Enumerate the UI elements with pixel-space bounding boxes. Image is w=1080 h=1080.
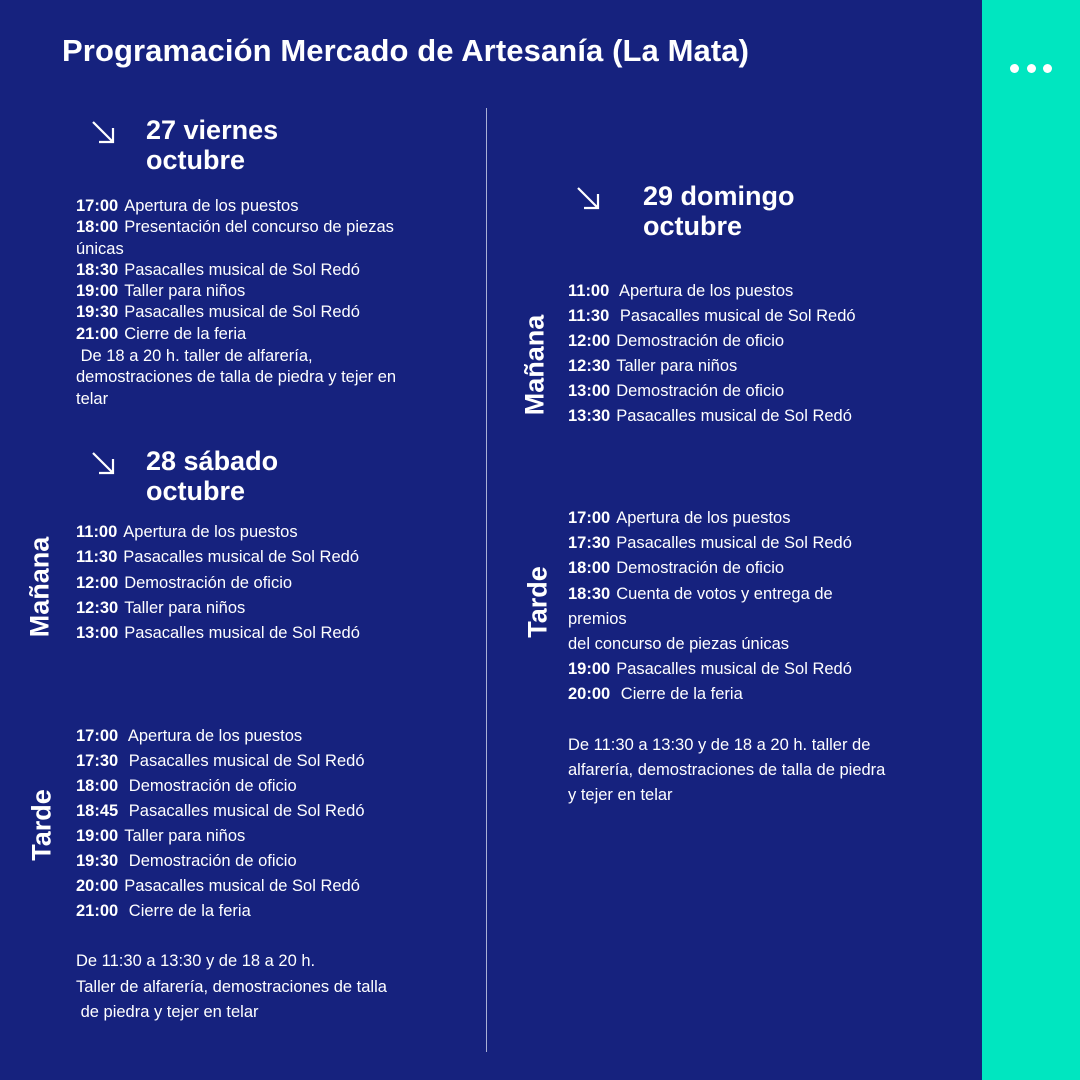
column-divider [486, 108, 487, 1052]
schedule-activity: Cierre de la feria [124, 324, 247, 343]
schedule-row [76, 724, 365, 749]
schedule-row [76, 520, 360, 545]
schedule-row [568, 329, 856, 354]
schedule-time: 17:30 [76, 752, 119, 770]
schedule-time: 13:00 [76, 624, 119, 643]
schedule-activity: Presentación del concurso de piezas [124, 218, 394, 237]
schedule-activity: Pasacalles musical de Sol Redó [124, 877, 360, 895]
schedule-row [568, 531, 852, 556]
schedule-activity: Taller para niños [616, 357, 738, 375]
schedule-time: 12:30 [76, 598, 119, 617]
schedule-time: 18:30 [76, 260, 119, 279]
schedule-time: 20:00 [568, 685, 611, 704]
schedule-activity: Demostración de oficio [616, 382, 785, 400]
schedule-time: 18:30 [568, 584, 611, 603]
day-28-morning-schedule [76, 520, 360, 646]
schedule-activity: Apertura de los puestos [615, 282, 794, 300]
schedule-activity: del concurso de piezas únicas [568, 635, 790, 654]
schedule-row [568, 279, 856, 304]
schedule-row [568, 506, 852, 531]
schedule-activity: Pasacalles musical de Sol Redó [616, 660, 852, 679]
note-line: De 11:30 a 13:30 y de 18 a 20 h. [76, 952, 316, 970]
schedule-row [76, 260, 394, 281]
schedule-time: 18:45 [76, 802, 119, 820]
note-line: Taller de alfarería, demostraciones de talla [76, 977, 387, 996]
schedule-row [568, 304, 856, 329]
schedule-row [568, 379, 856, 404]
day-27-heading [90, 115, 278, 175]
arrow-down-right-icon [90, 119, 116, 145]
schedule-row [76, 324, 394, 345]
schedule-time: 19:00 [76, 282, 119, 301]
schedule-row [568, 354, 856, 379]
schedule-activity: Pasacalles musical de Sol Redó [124, 303, 360, 322]
day-28-afternoon-label: Tarde [26, 789, 57, 861]
schedule-row [76, 621, 360, 646]
schedule-activity: Apertura de los puestos [124, 197, 299, 215]
schedule-activity: Pasacalles musical de Sol Redó [615, 307, 856, 325]
schedule-activity: Cierre de la feria [616, 685, 743, 704]
schedule-time: 17:00 [568, 509, 611, 527]
day-27-note [76, 346, 396, 410]
schedule-activity: Apertura de los puestos [123, 523, 298, 541]
schedule-activity: Pasacalles musical de Sol Redó [616, 534, 852, 553]
schedule-activity: Demostración de oficio [124, 777, 297, 795]
day-28-month: octubre [146, 476, 246, 506]
schedule-activity: premios [568, 609, 627, 628]
schedule-time: 17:00 [76, 727, 119, 745]
schedule-row [568, 682, 852, 707]
schedule-activity: Apertura de los puestos [616, 509, 791, 527]
arrow-down-right-icon [90, 450, 116, 476]
schedule-time: 13:00 [568, 382, 611, 400]
schedule-activity: Taller para niños [124, 282, 246, 301]
schedule-row [76, 899, 365, 924]
schedule-row [76, 596, 360, 621]
schedule-row [568, 607, 852, 632]
day-28-heading [90, 446, 278, 506]
day-29-afternoon-schedule [568, 506, 852, 708]
page-title: Programación Mercado de Artesanía (La Mata) [62, 33, 750, 68]
schedule-row [76, 849, 365, 874]
schedule-time: 21:00 [76, 902, 119, 920]
day-29-afternoon-label: Tarde [522, 566, 553, 638]
note-line: De 11:30 a 13:30 y de 18 a 20 h. taller de [568, 736, 871, 754]
schedule-activity: Demostración de oficio [124, 573, 293, 592]
schedule-time: 11:00 [568, 282, 610, 300]
schedule-time: 18:00 [76, 218, 119, 237]
day-29-note [568, 733, 885, 809]
schedule-row [76, 239, 394, 260]
schedule-activity: Cuenta de votos y entrega de [616, 584, 833, 603]
schedule-time: 20:00 [76, 877, 119, 895]
schedule-time: 19:00 [76, 827, 119, 845]
note-line: y tejer en telar [568, 786, 673, 805]
schedule-row [76, 824, 365, 849]
schedule-activity: Pasacalles musical de Sol Redó [124, 752, 365, 770]
schedule-activity: Pasacalles musical de Sol Redó [123, 548, 360, 567]
schedule-row [76, 571, 360, 596]
schedule-time: 18:00 [568, 559, 611, 578]
day-27-month: octubre [146, 145, 246, 175]
note-line: De 18 a 20 h. taller de alfarería, [76, 347, 313, 365]
schedule-time: 11:30 [76, 548, 118, 567]
day-29-heading [575, 181, 795, 241]
day-29-title: 29 domingo [643, 181, 795, 211]
schedule-time: 17:00 [76, 197, 119, 215]
day-27-schedule [76, 196, 394, 345]
day-29-morning-label: Mañana [519, 314, 550, 416]
schedule-row [76, 302, 394, 323]
schedule-activity: únicas [76, 239, 124, 258]
schedule-row [76, 281, 394, 302]
schedule-row [568, 632, 852, 657]
schedule-time: 11:30 [568, 307, 610, 325]
schedule-time: 13:30 [568, 407, 611, 425]
schedule-row [76, 217, 394, 238]
schedule-activity: Demostración de oficio [616, 332, 785, 350]
schedule-activity: Pasacalles musical de Sol Redó [124, 802, 365, 820]
schedule-activity: Cierre de la feria [124, 902, 251, 920]
day-27-title: 27 viernes [146, 115, 279, 145]
schedule-row [76, 545, 360, 570]
schedule-row [568, 404, 856, 429]
note-line: telar [76, 389, 109, 408]
day-29-month: octubre [643, 211, 743, 241]
schedule-time: 21:00 [76, 324, 119, 343]
note-line: demostraciones de talla de piedra y tejer en [76, 368, 397, 387]
schedule-time: 18:00 [76, 777, 119, 795]
schedule-time: 19:30 [76, 303, 119, 322]
schedule-time: 12:00 [76, 573, 119, 592]
schedule-time: 12:30 [568, 357, 611, 375]
schedule-activity: Pasacalles musical de Sol Redó [124, 624, 360, 643]
schedule-time: 17:30 [568, 534, 611, 553]
schedule-time: 12:00 [568, 332, 611, 350]
note-line: alfarería, demostraciones de talla de piedra [568, 761, 886, 780]
schedule-row [568, 582, 852, 607]
schedule-time: 19:00 [568, 660, 611, 679]
schedule-row [76, 774, 365, 799]
schedule-activity: Taller para niños [124, 598, 246, 617]
schedule-activity: Pasacalles musical de Sol Redó [616, 407, 852, 425]
day-29-morning-schedule [568, 279, 856, 429]
schedule-activity: Taller para niños [124, 827, 246, 845]
schedule-activity: Apertura de los puestos [124, 727, 303, 745]
day-28-note [76, 949, 387, 1026]
schedule-activity: Demostración de oficio [124, 852, 297, 870]
schedule-row [76, 749, 365, 774]
schedule-row [76, 196, 394, 217]
day-28-afternoon-schedule [76, 724, 365, 924]
accent-sidebar [982, 0, 1080, 1080]
schedule-row [568, 657, 852, 682]
note-line: de piedra y tejer en telar [76, 1003, 259, 1021]
arrow-down-right-icon [575, 185, 601, 211]
schedule-time: 11:00 [76, 523, 118, 541]
more-dots-icon[interactable] [1010, 64, 1052, 74]
schedule-time: 19:30 [76, 852, 119, 870]
schedule-activity: Pasacalles musical de Sol Redó [124, 260, 360, 279]
day-28-morning-label: Mañana [24, 536, 55, 638]
schedule-row [568, 556, 852, 581]
schedule-activity: Demostración de oficio [616, 559, 785, 578]
schedule-row [76, 874, 365, 899]
day-28-title: 28 sábado [146, 446, 279, 476]
schedule-row [76, 799, 365, 824]
